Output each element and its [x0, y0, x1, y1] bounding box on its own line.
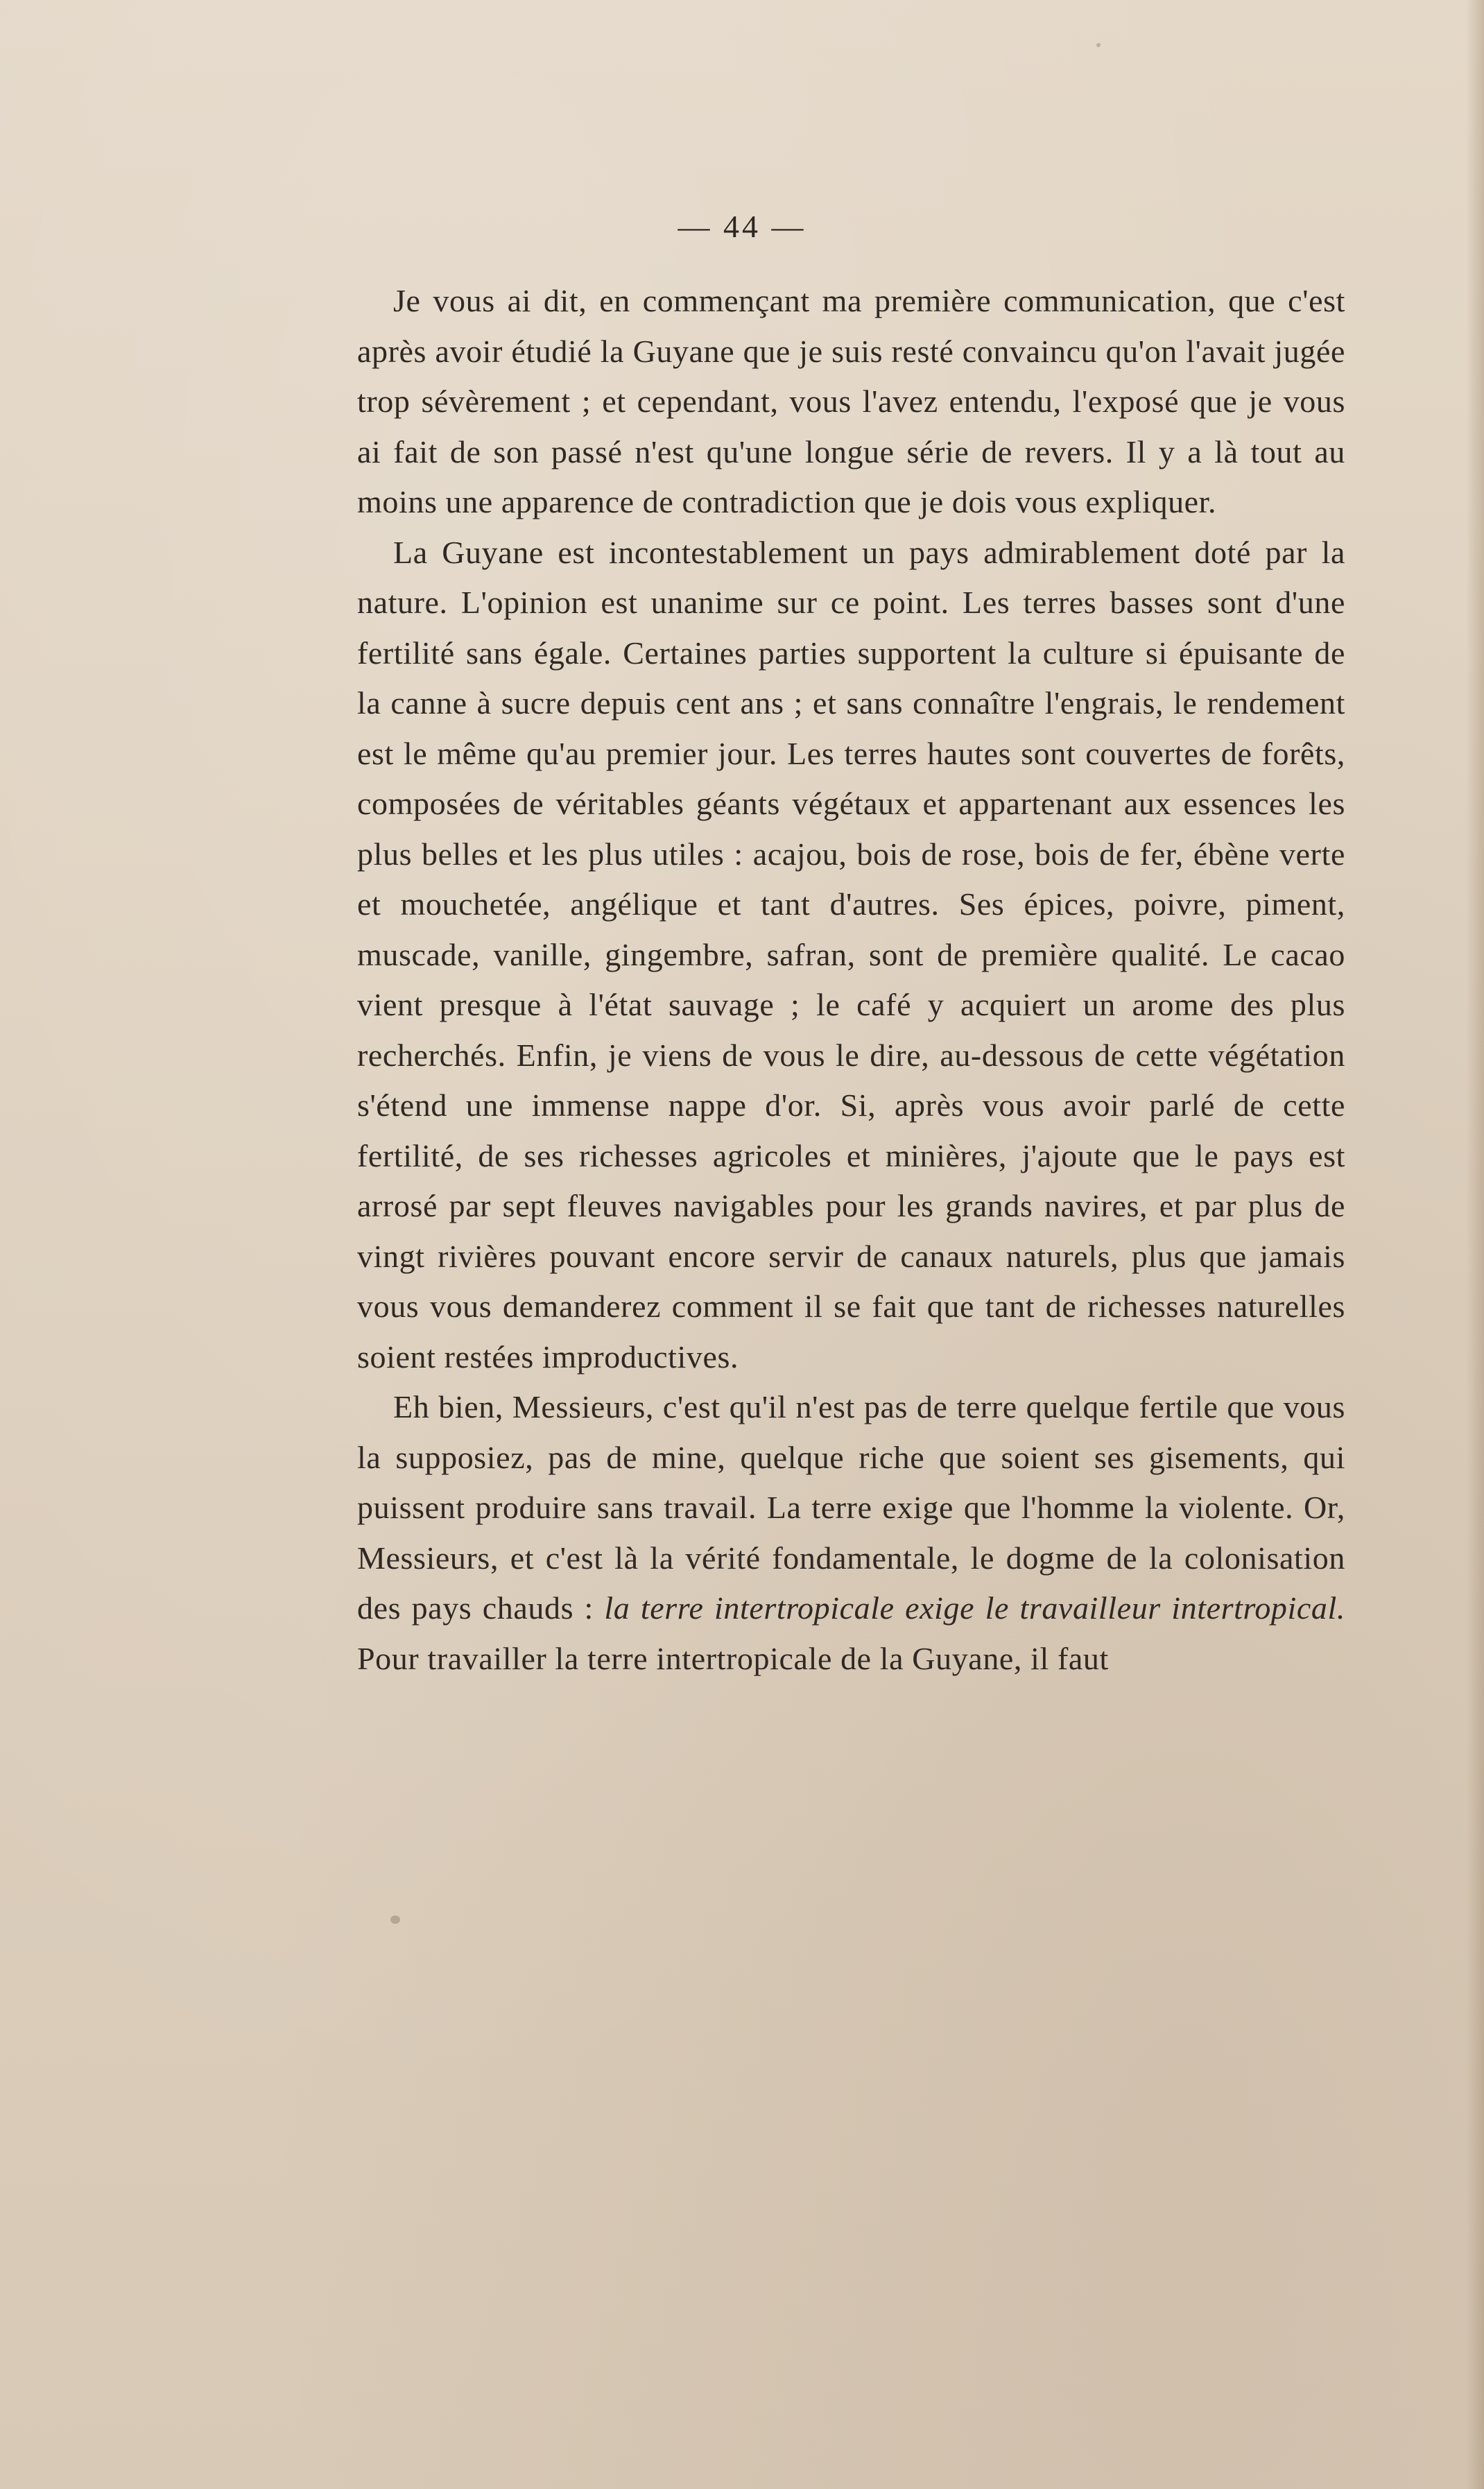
emphasized-dogma: la terre intertropicale exige le travailleur intertropical.	[604, 1590, 1345, 1626]
paragraph: La Guyane est incontestablement un pays admirablement doté par la nature. L'opinion est unanime sur ce point. Les terres basses sont d'une fertilité sans égale. Certaines parties supportent la culture si épuisante de la canne à sucre depuis cent ans ; et sans connaître l'engrais, le rendement est le même qu'au premier jour. Les terres hautes sont couvertes de forêts, composées de véritables géants végétaux et appartenant aux essences les plus belles et les plus utiles : acajou, bois de rose, bois de fer, ébène verte et mouchetée, angélique et tant d'autres. Ses épices, poivre, piment, muscade, vanille, gingembre, safran, sont de première qualité. Le cacao vient presque à l'état sauvage ; le café y acquiert un arome des plus recherchés. Enfin, je viens de vous le dire, au-dessous de cette végétation s'étend une immense nappe d'or. Si, après vous avoir parlé de cette fertilité, de ses richesses agricoles et minières, j'ajoute que le pays est arrosé par sept fleuves navigables pour les grands navires, et par plus de vingt rivières pouvant encore servir de canaux naturels, plus que jamais vous vous demanderez comment il se fait que tant de richesses naturelles soient restées improductives.	[357, 534, 1345, 1375]
paragraph-text: Eh bien, Messieurs, c'est qu'il n'est pas de terre quelque fertile que vous la supposiez, pas de mine, quelque riche que soient ses gisements, qui puissent produire sans travail. La terre exige que l'homme la violente. Or, Messieurs, et c'est là la vérité fondamentale, le dogme de la colonisation des pays chauds :	[357, 1389, 1345, 1626]
paragraph-text: Pour travailler la terre intertropicale de la Guyane, il faut	[357, 1640, 1109, 1676]
paragraph	[357, 1382, 1345, 1684]
paragraph: Je vous ai dit, en commençant ma première communication, que c'est après avoir étudié la Guyane que je suis resté convaincu qu'on l'avait jugée trop sévèrement ; et cependant, vous l'avez entendu, l'exposé que je vous ai fait de son passé n'est qu'une longue série de revers. Il y a là tout au moins une apparence de contradiction que je dois vous expliquer.	[357, 283, 1345, 519]
page-edge-shadow	[1466, 0, 1484, 2489]
body-text	[357, 276, 1345, 1684]
ink-spot	[1096, 43, 1101, 47]
page-number: — 44 —	[678, 209, 806, 244]
ink-spot	[390, 1915, 400, 1924]
